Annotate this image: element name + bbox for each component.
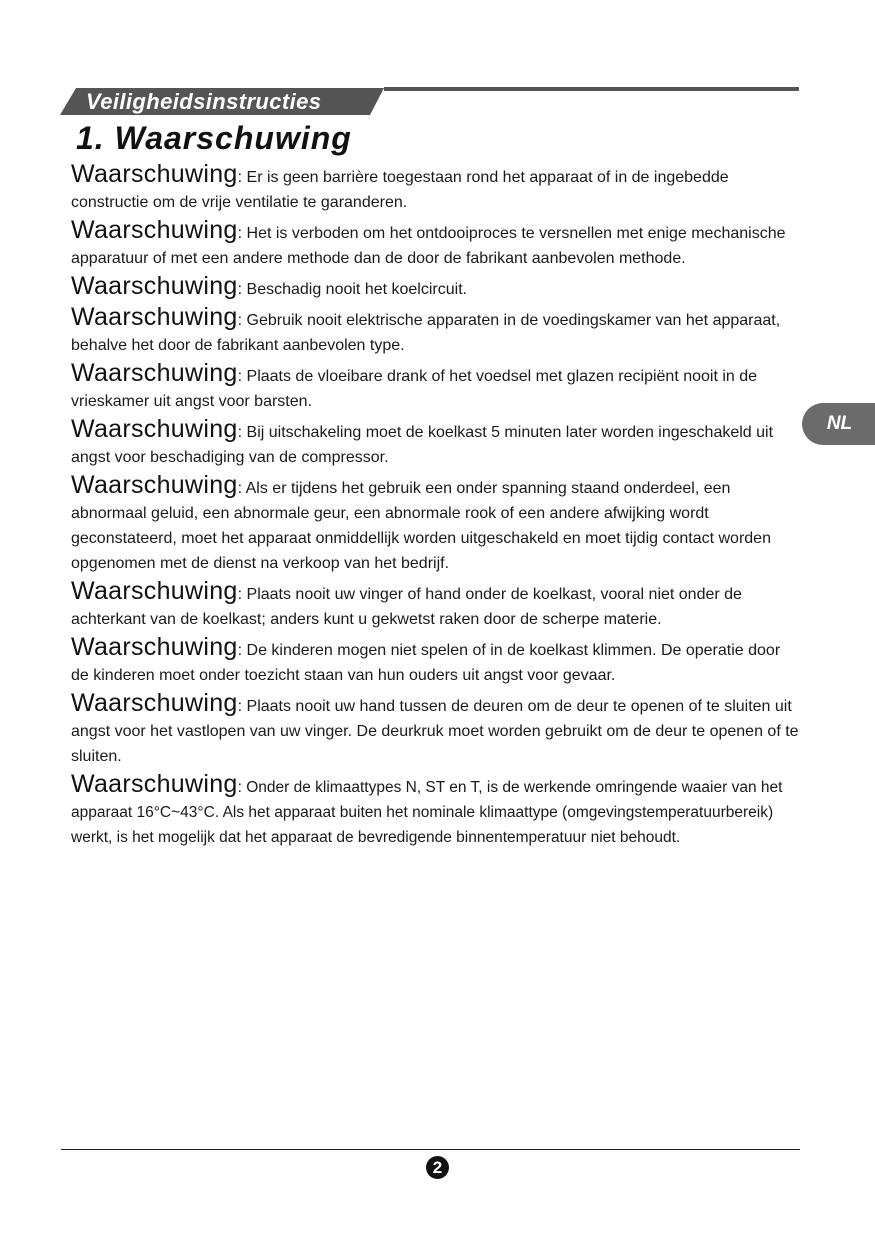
warning-label: Waarschuwing	[71, 633, 238, 661]
warning-text: : Gebruik nooit elektrische apparaten in de voedingskamer van het apparaat, behalve het door de fabrikant aanbevolen type.	[71, 312, 781, 354]
footer-rule	[61, 1149, 800, 1150]
warning-label: Waarschuwing	[71, 359, 238, 387]
warning-label: Waarschuwing	[71, 689, 238, 717]
warning-text: : Beschadig nooit het koelcircuit.	[237, 281, 468, 298]
warning-text: : Het is verboden om het ontdooiproces te versnellen met enige mechanische apparatuur of met een andere methode dan de door de fabrikant aanbevolen methode.	[71, 225, 786, 267]
warning-item	[71, 305, 799, 358]
warning-label: Waarschuwing	[71, 160, 238, 188]
warning-item	[71, 361, 799, 414]
warning-item	[71, 473, 799, 576]
warning-item	[71, 691, 799, 769]
warning-text: : Plaats nooit uw vinger of hand onder de koelkast, vooral niet onder de achterkant van de koelkast; anders kunt u gekwetst raken door de scherpe materie.	[71, 586, 742, 628]
warning-list	[71, 162, 799, 853]
warning-text: : Bij uitschakeling moet de koelkast 5 minuten later worden ingeschakeld uit angst voor beschadiging van de compressor.	[71, 424, 774, 466]
warning-text: : Plaats nooit uw hand tussen de deuren om de deur te openen of te sluiten uit angst voor het vastlopen van uw vinger. De deurkruk moet worden gebruikt om de deur te openen of te sluiten.	[71, 698, 799, 765]
warning-item	[71, 579, 799, 632]
warning-text: : Onder de klimaattypes N, ST en T, is de werkende omringende waaier van het apparaat 16°C~43°C. Als het apparaat buiten het nominale klimaattype (omgevingstemperatuurbereik) werkt, is het mogelijk dat het apparaat de bevredigende binnentemperatuur niet behoudt.	[71, 779, 783, 846]
warning-label: Waarschuwing	[71, 272, 238, 300]
warning-text: : De kinderen mogen niet spelen of in de koelkast klimmen. De operatie door de kinderen moet onder toezicht staan van hun ouders uit angst voor gevaar.	[71, 642, 781, 684]
warning-label: Waarschuwing	[71, 415, 238, 443]
section-label: Veiligheidsinstructies	[86, 89, 322, 114]
warning-item	[71, 772, 799, 850]
warning-label: Waarschuwing	[71, 216, 238, 244]
warning-item	[71, 218, 799, 271]
page-number: 2	[426, 1156, 449, 1179]
warning-item	[71, 635, 799, 688]
warning-item	[71, 162, 799, 215]
warning-text: : Er is geen barrière toegestaan rond het apparaat of in de ingebedde constructie om de vrije ventilatie te garanderen.	[71, 169, 729, 211]
warning-item	[71, 417, 799, 470]
warning-label: Waarschuwing	[71, 303, 238, 331]
header-rule	[384, 87, 799, 91]
warning-item	[71, 274, 799, 302]
page-title: 1. Waarschuwing	[76, 120, 352, 156]
warning-label: Waarschuwing	[71, 770, 238, 798]
warning-text: : Plaats de vloeibare drank of het voedsel met glazen recipiënt nooit in de vrieskamer uit angst voor barsten.	[71, 368, 758, 410]
warning-label: Waarschuwing	[71, 471, 238, 499]
warning-text: : Als er tijdens het gebruik een onder spanning staand onderdeel, een abnormaal geluid, een abnormale geur, een abnormale rook of een andere afwijking wordt geconstateerd, moet het apparaat onmiddellijk worden uitgeschakeld en moet tijdig contact worden opgenomen met de dienst na verkoop van het bedrijf.	[71, 480, 771, 572]
warning-label: Waarschuwing	[71, 577, 238, 605]
language-tab: NL	[802, 403, 875, 445]
